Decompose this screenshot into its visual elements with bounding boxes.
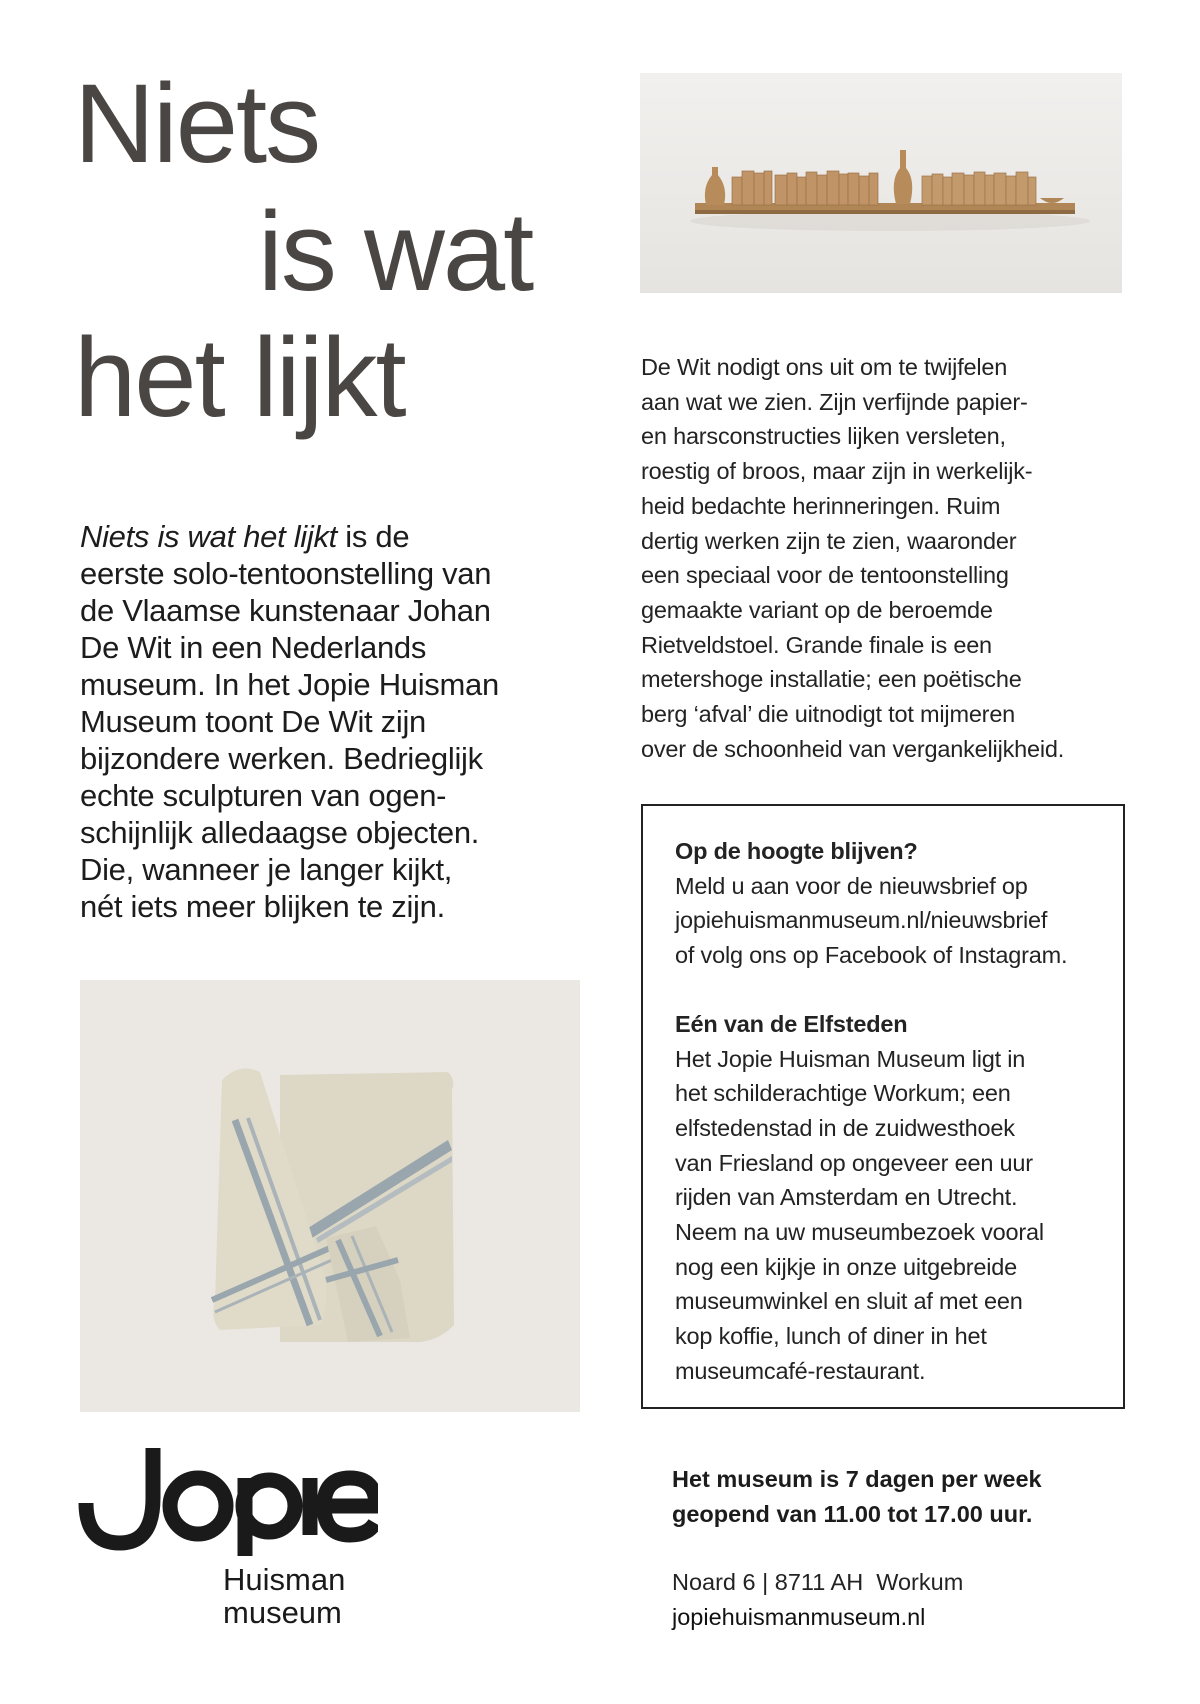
street-address: Noard 6 | 8711 AH Workum [672,1569,964,1595]
elfsteden-section: Eén van de Elfsteden Het Jopie Huisman Museum ligt in het schilderachtige Workum; een elfstedenstad in de zuidwesthoek van Friesland op ongeveer een uur rijden van Amsterdam en Utrecht. Neem na uw museumbezoek vooral nog een kijkje in onze uitgebreide museumwinkel en sluit af met een kop koffie, lunch of diner in het museumcafé-restaurant. [675,1007,1125,1389]
newsletter-heading: Op de hoogte blijven? [675,838,918,864]
logo-text: Huisman museum [223,1562,346,1630]
newsletter-link[interactable]: jopiehuismanmuseum.nl/nieuwsbrief [675,907,1048,934]
website-link[interactable]: jopiehuismanmuseum.nl [672,1603,926,1630]
elfsteden-heading: Eén van de Elfsteden [675,1010,908,1037]
intro-italic-title: Niets is wat het lijkt [80,519,337,554]
newsletter-section: Op de hoogte blijven? Meld u aan voor de nieuwsbrief op jopiehuismanmuseum.nl/nieuwsbrief of volg ons op Facebook of Instagram. [675,834,1125,973]
towel-illustration-icon [80,980,580,1412]
title-line-3: het lijkt [74,315,405,440]
jopie-wordmark-icon [78,1438,378,1558]
museum-logo [78,1438,378,1630]
info-box [641,804,1125,1409]
bookshelf-sculpture-image [640,73,1122,293]
address-block [672,1565,1132,1634]
description-paragraph: De Wit nodigt ons uit om te twijfelen aan wat we zien. Zijn verfijnde papier- en harsconstructies lijken versleten, roestig of broos, maar zijn in werkelijk- heid bedachte herinneringen. Ruim dertig werken zijn te zien, waaronder een speciaal voor de tentoonstelling gemaakte variant op de beroemde Rietveldstoel. Grande finale is een metershoge installatie; een poëtische berg ‘afval’ die uitnodigt tot mijmeren over de schoonheid van vergankelijkheid. [641,354,1065,762]
title-line-2: is wat [258,189,533,314]
opening-hours: Het museum is 7 dagen per week geopend van 11.00 tot 17.00 uur. [672,1466,1042,1527]
title-line-1: Niets [74,61,320,186]
towel-sculpture-image [80,980,580,1412]
bookshelf-illustration-icon [640,73,1122,293]
intro-paragraph: Niets is wat het lijkt is de eerste solo-tentoonstelling van de Vlaamse kunstenaar Johan De Wit in een Nederlands museum. In het Jopie Huisman Museum toont De Wit zijn bijzondere werken. Bedrieglijk echte sculpturen van ogen- schijnlijk alledaagse objecten. Die, wanneer je langer kijkt, nét iets meer blijken te zijn. [80,519,499,924]
